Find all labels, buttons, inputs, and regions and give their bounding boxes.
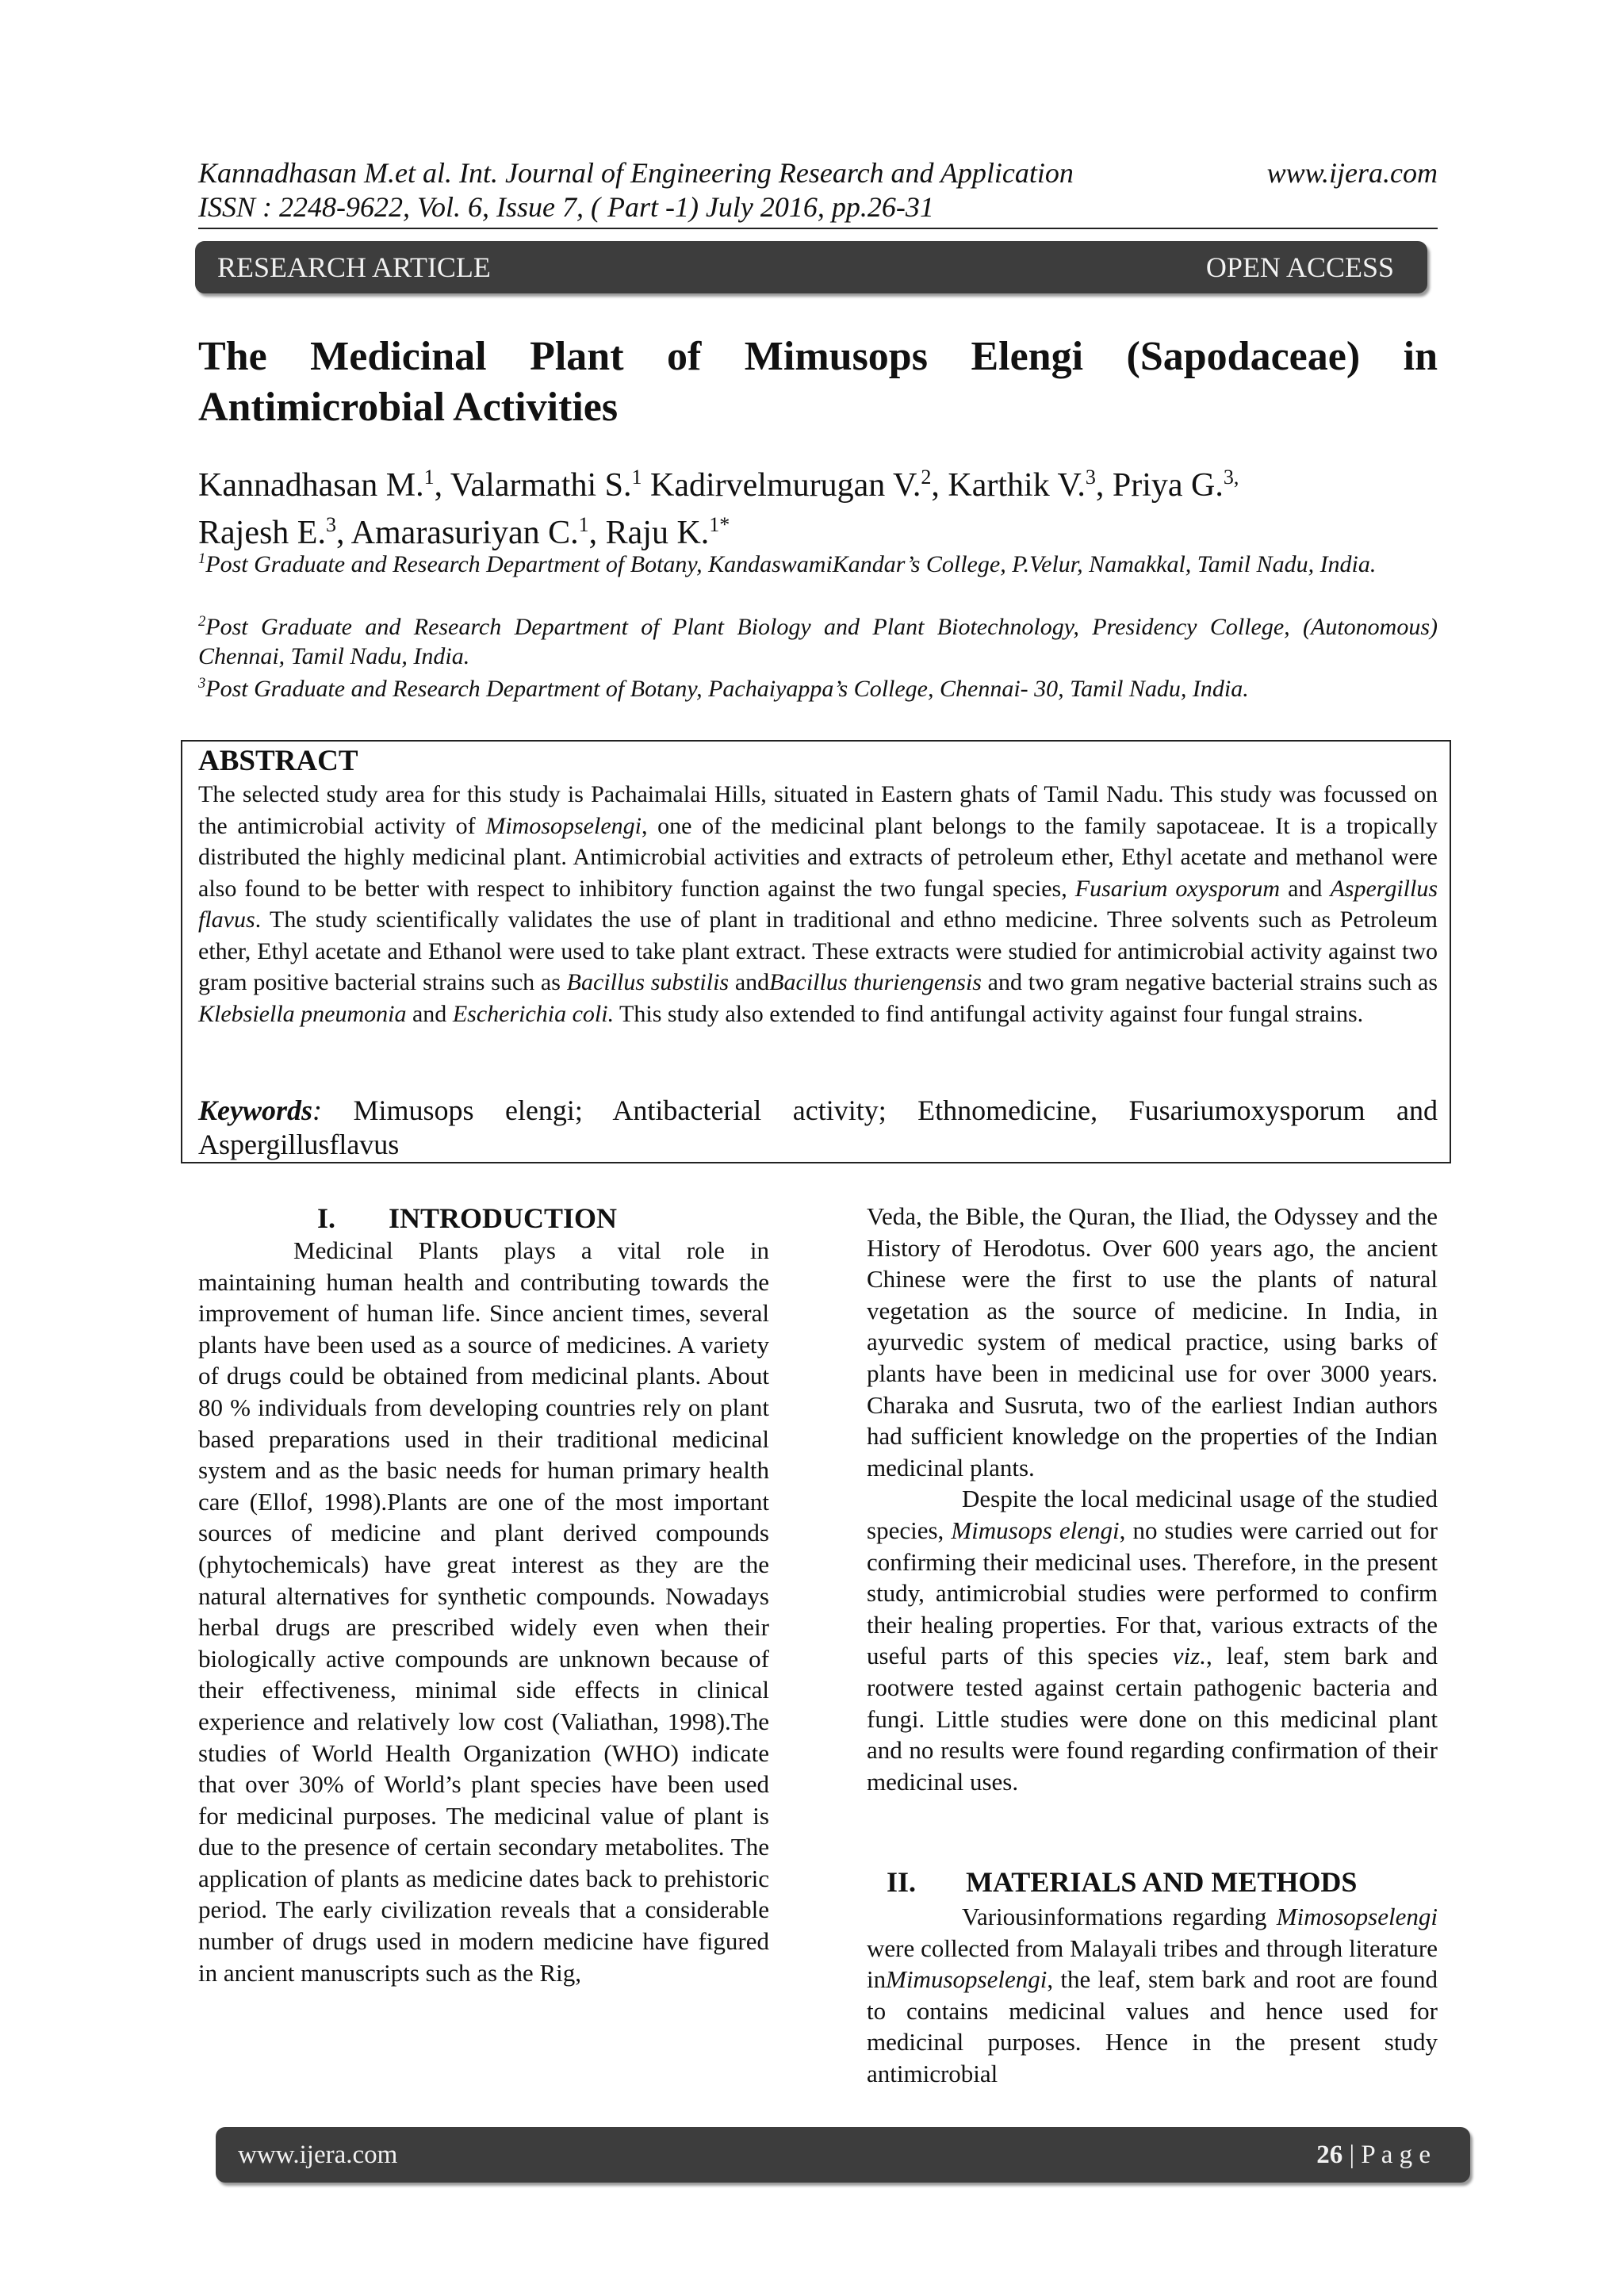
abstract-text: The selected study area for this study is Pachaimalai Hills, situated in Eastern ghats of Tamil Nadu. This study was focussed on the antimicrobial activity of Mimosopselengi, one of the medicinal plant belongs to the family sapotaceae. It is a tropically distributed the highly medicinal plant. Antimicrobial activities and extracts of petroleum ether, Ethyl acetate and methanol were also found to be better with respect to inhibitory function against the two fungal species, Fusarium oxysporum and Aspergillus flavus. The study scientifically validates the use of plant in traditional and ethno medicine. Three solvents such as Petroleum ether, Ethyl acetate and Ethanol were used to take plant extract. These extracts were studied for antimicrobial activity against two gram positive bacterial strains such as Bacillus substilis andBacillus thuriengensis and two gram negative bacterial strains such as Klebsiella pneumonia and Escherichia coli. This study also extended to find antifungal activity against four fungal strains.: [198, 781, 1438, 1027]
author: Amarasuriyan C.$^1$,: [350, 513, 606, 551]
journal-citation: Kannadhasan M.et al. Int. Journal of Engineering Research and Application: [198, 157, 1074, 189]
author: Kannadhasan M.$^1$,: [198, 466, 450, 504]
methods-paragraph-1: Variousinformations regarding Mimosopselengi were collected from Malayali tribes and through literature inMimusopselengi, the leaf, stem bark and root are found to contains medicinal values and hence used for medicinal purposes. Hence in the present study antimicrobial: [867, 1903, 1438, 2087]
left-column: [198, 1235, 769, 1988]
journal-website: www.ijera.com: [1266, 157, 1438, 189]
affiliation-2: $^2$Post Graduate and Research Department of Plant Biology and Plant Biotechnology, Presidency College, (Autonomous) Chennai, Tamil Nadu, India.: [198, 613, 1438, 669]
open-access-label: OPEN ACCESS: [1205, 251, 1394, 283]
right-column-top: [867, 1201, 1438, 1797]
author-list: [198, 462, 1438, 557]
research-article-label: RESEARCH ARTICLE: [217, 251, 491, 283]
author: Rajesh E.$^3$,: [198, 513, 351, 551]
intro-paragraph-1: Medicinal Plants plays a vital role in maintaining human health and contributing towards the improvement of human life. Since ancient times, several plants have been used as a source of medicines. A variety of drugs could be obtained from medicinal plants. About 80 % individuals from developing countries rely on plant based preparations used in their traditional medicinal system and as the basic needs for human primary health care (Ellof, 1998).Plants are one of the most important sources of medicine and plant derived compounds (phytochemicals) have great interest as they are the natural alternatives for synthetic compounds. Nowadays herbal drugs are prescribed widely even when their biologically active compounds are unknown because of their effectiveness, minimal side effects in clinical experience and relatively low cost (Valiathan, 1998).The studies of World Health Organization (WHO) indicate that over 30% of World’s plant species have been used for medicinal purposes. The medicinal value of plant is due to the presence of certain secondary metabolites. The application of plants as medicine dates back to prehistoric period. The early civilization reveals that a considerable number of drugs used in modern medicine have figured in ancient manuscripts such as the Rig,: [198, 1236, 769, 1987]
section-heading-introduction: I. INTRODUCTION: [317, 1202, 618, 1234]
abstract-heading: ABSTRACT: [198, 745, 358, 777]
keywords-label: Keywords: [198, 1094, 312, 1126]
author: Priya G.$^{3,}$: [1112, 466, 1239, 504]
running-header-journal: [198, 156, 1438, 190]
author: Karthik V.$^3$,: [948, 466, 1113, 504]
footer-website: www.ijera.com: [238, 2141, 398, 2169]
affiliation-1: $^1$Post Graduate and Research Department of Botany, KandaswamiKandar’s College, P.Velur, Namakkal, Tamil Nadu, India.: [198, 550, 1377, 577]
intro-paragraph-3: Despite the local medicinal usage of the studied species, Mimusops elengi, no studies were carried out for confirming their medicinal uses. Therefore, in the present study, antimicrobial studies were performed to confirm their healing properties. For that, various extracts of the useful parts of this species viz., leaf, stem bark and rootwere tested against certain pathogenic bacteria and fungi. Little studies were done on this medicinal plant and no results were found regarding confirmation of their medicinal uses.: [867, 1485, 1438, 1796]
header-divider: [198, 228, 1438, 229]
right-column-bottom: [867, 1901, 1438, 2090]
keywords: Keywords: Mimusops elengi; Antibacterial activity; Ethnomedicine, Fusariumoxysporum and Aspergillusflavus: [198, 1094, 1438, 1160]
paper-title: The Medicinal Plant of Mimusops Elengi (Sapodaceae) in Antimicrobial Activities: [198, 334, 1438, 430]
author: Raju K.$^{1*}$: [605, 513, 730, 551]
page-footer: [216, 2127, 1470, 2183]
running-header-issn: ISSN : 2248-9622, Vol. 6, Issue 7, ( Part -1) July 2016, pp.26-31: [198, 191, 934, 223]
intro-paragraph-2: Veda, the Bible, the Quran, the Iliad, the Odyssey and the History of Herodotus. Over 600 years ago, the ancient Chinese were the first to use the plants of natural vegetation as the source of medicine. In India, in ayurvedic system of medical practice, using barks of plants have been in medicinal use for over 3000 years. Charaka and Susruta, two of the earliest Indian authors had sufficient knowledge on the properties of the Indian medicinal plants.: [867, 1202, 1438, 1481]
article-type-banner: [195, 241, 1427, 293]
affiliation-3: $^3$Post Graduate and Research Department of Botany, Pachaiyappa’s College, Chennai- 30, Tamil Nadu, India.: [198, 675, 1249, 702]
section-heading-methods: II. MATERIALS AND METHODS: [887, 1866, 1358, 1898]
author: Kadirvelmurugan V.$^2$,: [650, 466, 948, 504]
author: Valarmathi S.$^1$: [450, 466, 642, 504]
page-number: 26 | P a g e: [1316, 2141, 1431, 2169]
